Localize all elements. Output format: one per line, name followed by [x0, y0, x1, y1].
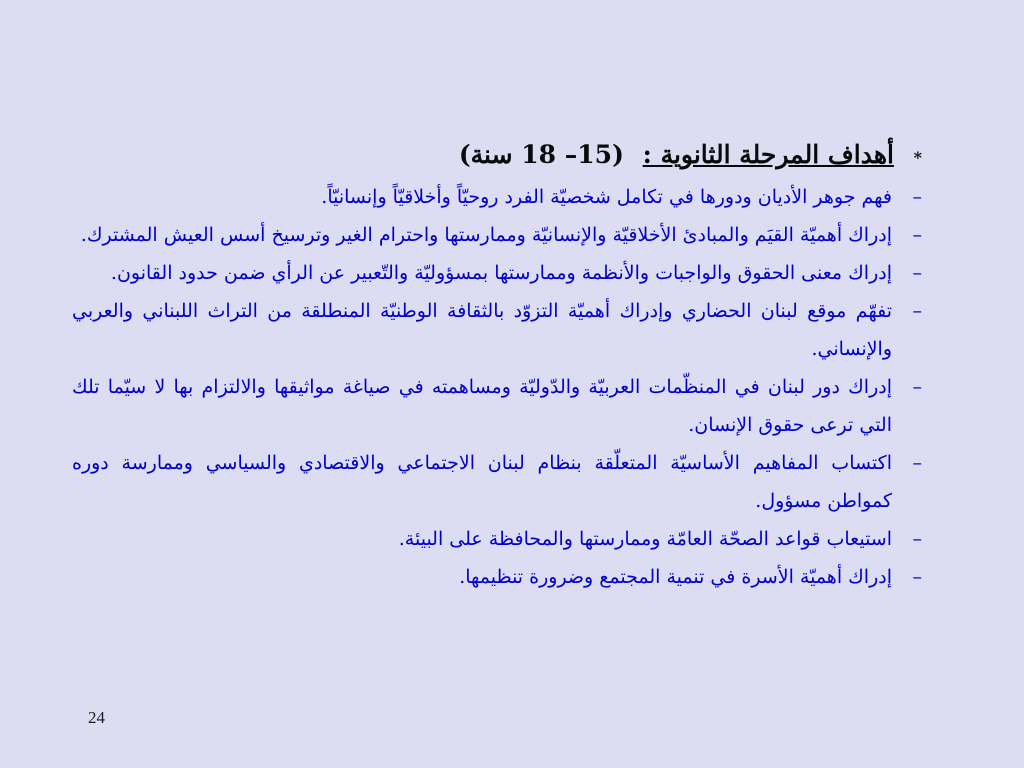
dash-bullet: –	[912, 224, 922, 246]
goal-text: استيعاب قواعد الصحّة العامّة وممارستها والمحافظة على البيئة.	[398, 528, 892, 550]
page-number: 24	[88, 708, 105, 727]
dash-bullet: –	[912, 452, 922, 474]
dash-bullet: –	[912, 300, 922, 322]
goal-text: إدراك معنى الحقوق والواجبات والأنظمة وممارستها بمسؤوليّة والتّعبير عن الرأي ضمن حدود القانون.	[110, 262, 892, 284]
dash-bullet: –	[912, 262, 922, 284]
goal-item	[72, 558, 922, 596]
goal-text: اكتساب المفاهيم الأساسيّة المتعلّقة بنظام لبنان الاجتماعي والاقتصادي والسياسي وممارسة دوره كمواطن مسؤول.	[72, 452, 892, 512]
goal-text: فهم جوهر الأديان ودورها في تكامل شخصيّة الفرد روحيّاً وأخلاقيّاً وإنسانيّاً.	[321, 186, 892, 208]
dash-bullet: –	[912, 186, 922, 208]
goal-item	[72, 292, 922, 368]
goal-item	[72, 368, 922, 444]
heading-bullet: *	[913, 148, 922, 167]
slide-content	[72, 138, 922, 596]
goal-text: إدراك أهميّة الأسرة في تنمية المجتمع وضرورة تنظيمها.	[459, 566, 892, 588]
goal-text: تفهّم موقع لبنان الحضاري وإدراك أهميّة التزوّد بالثقافة الوطنيّة المنطلقة من التراث اللبناني والعربي والإنساني.	[72, 300, 892, 360]
dash-bullet: –	[912, 376, 922, 398]
heading-years: (15– 18 سنة)	[458, 140, 624, 169]
heading-title: أهداف المرحلة الثانوية :	[642, 140, 894, 169]
goals-list	[72, 178, 922, 596]
dash-bullet: –	[912, 566, 922, 588]
goal-item	[72, 254, 922, 292]
goal-text: إدراك أهميّة القيَم والمبادئ الأخلاقيّة والإنسانيّة وممارستها واحترام الغير وترسيخ أسس العيش المشترك.	[80, 224, 892, 246]
dash-bullet: –	[912, 528, 922, 550]
goal-item	[72, 520, 922, 558]
section-heading	[72, 138, 922, 172]
goal-text: إدراك دور لبنان في المنظّمات العربيّة والدّوليّة ومساهمته في صياغة مواثيقها والالتزام بها لا سيّما تلك التي ترعى حقوق الإنسان.	[72, 376, 892, 436]
goal-item	[72, 178, 922, 216]
goal-item	[72, 444, 922, 520]
goal-item	[72, 216, 922, 254]
